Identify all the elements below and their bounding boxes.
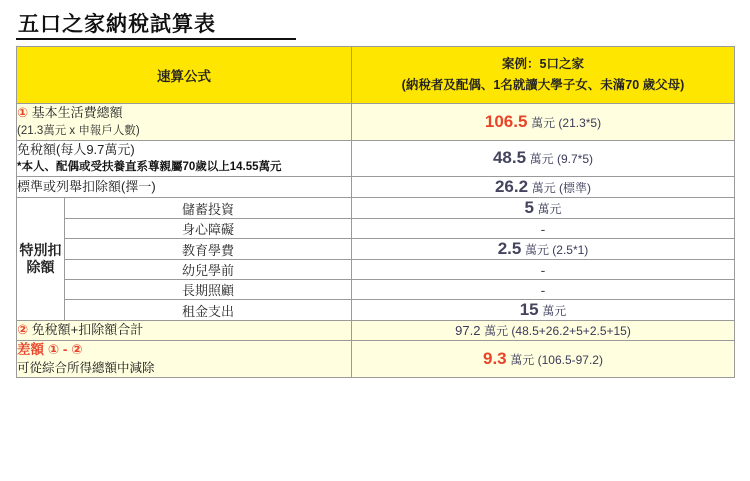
total-deduction-value xyxy=(352,321,735,341)
special-row-amount: - xyxy=(540,281,546,298)
marker-one: ① xyxy=(17,105,29,120)
total-deduction-amount: 97.2 xyxy=(455,322,481,338)
table-row xyxy=(17,104,735,141)
table-row xyxy=(17,300,735,321)
total-deduction-unit: 萬元 (48.5+26.2+5+2.5+15) xyxy=(484,323,631,338)
standard-deduction-label: 標準或列舉扣除額(擇一) xyxy=(17,177,352,198)
header-case-line2: (納稅者及配偶、1名就讀大學子女、未滿70 歲父母) xyxy=(401,78,685,92)
table-row xyxy=(17,177,735,198)
basic-living-expense-note: (21.3萬元 x 申報戶人數) xyxy=(17,124,140,137)
difference-note: 可從綜合所得總額中減除 xyxy=(17,360,155,375)
basic-living-expense-title: 基本生活費總額 xyxy=(31,105,123,120)
special-row-name: 幼兒學前 xyxy=(65,260,352,280)
special-row-value xyxy=(352,280,735,300)
special-row-unit: 萬元 xyxy=(542,304,567,319)
header-case-line1: 案例：5口之家 xyxy=(502,56,584,71)
special-row-name: 教育學費 xyxy=(65,239,352,260)
marker-two: ② xyxy=(17,322,29,338)
standard-deduction-unit: 萬元 (標準) xyxy=(531,181,592,196)
difference-title: 差額 ① - ② xyxy=(17,341,83,357)
special-row-amount: - xyxy=(540,220,546,237)
table-row-difference xyxy=(17,340,735,377)
table-row xyxy=(17,219,735,239)
standard-deduction-value xyxy=(352,177,735,198)
basic-living-expense-label xyxy=(17,104,352,141)
special-row-value xyxy=(352,300,735,321)
header-case-cell xyxy=(352,47,735,104)
table-row-total xyxy=(17,321,735,341)
special-row-amount: 15 xyxy=(519,300,539,320)
special-row-value xyxy=(352,239,735,260)
special-row-value xyxy=(352,260,735,280)
table-row xyxy=(17,260,735,280)
table-row xyxy=(17,140,735,177)
table-row xyxy=(17,280,735,300)
difference-value xyxy=(352,340,735,377)
special-row-amount: - xyxy=(540,261,546,278)
difference-amount: 9.3 xyxy=(483,349,507,369)
total-deduction-title: 免稅額+扣除額合計 xyxy=(31,322,144,338)
basic-living-expense-amount: 106.5 xyxy=(484,111,528,131)
special-row-amount: 2.5 xyxy=(497,239,522,259)
exemption-note: *本人、配偶或受扶養直系尊親屬70歲以上14.55萬元 xyxy=(17,161,282,174)
difference-label xyxy=(17,340,352,377)
basic-living-expense-unit: 萬元 (21.3*5) xyxy=(531,115,602,130)
basic-living-expense-value xyxy=(352,104,735,141)
table-row xyxy=(17,239,735,260)
exemption-value xyxy=(352,140,735,177)
tax-calculation-table xyxy=(16,46,735,378)
total-deduction-label xyxy=(17,321,352,341)
special-row-value xyxy=(352,219,735,239)
special-row-name: 身心障礙 xyxy=(65,219,352,239)
table-row xyxy=(17,198,735,219)
title-underline xyxy=(16,38,296,40)
special-row-name: 長期照顧 xyxy=(65,280,352,300)
exemption-title: 免稅額(每人9.7萬元) xyxy=(17,141,135,157)
page-title: 五口之家納稅試算表 xyxy=(18,13,216,36)
exemption-unit: 萬元 (9.7*5) xyxy=(529,152,594,167)
special-deduction-group-label: 特別扣除額 xyxy=(17,198,65,321)
special-row-amount: 5 xyxy=(524,198,534,218)
special-row-name: 儲蓄投資 xyxy=(65,198,352,219)
table-header-row xyxy=(17,47,735,104)
standard-deduction-amount: 26.2 xyxy=(494,177,529,197)
special-row-value xyxy=(352,198,735,219)
special-row-unit: 萬元 xyxy=(537,202,562,217)
exemption-label xyxy=(17,140,352,177)
exemption-amount: 48.5 xyxy=(492,148,527,168)
difference-unit: 萬元 (106.5-97.2) xyxy=(510,353,603,368)
special-row-unit: 萬元 (2.5*1) xyxy=(524,243,589,258)
header-formula-cell: 速算公式 xyxy=(17,47,352,104)
special-row-name: 租金支出 xyxy=(65,300,352,321)
